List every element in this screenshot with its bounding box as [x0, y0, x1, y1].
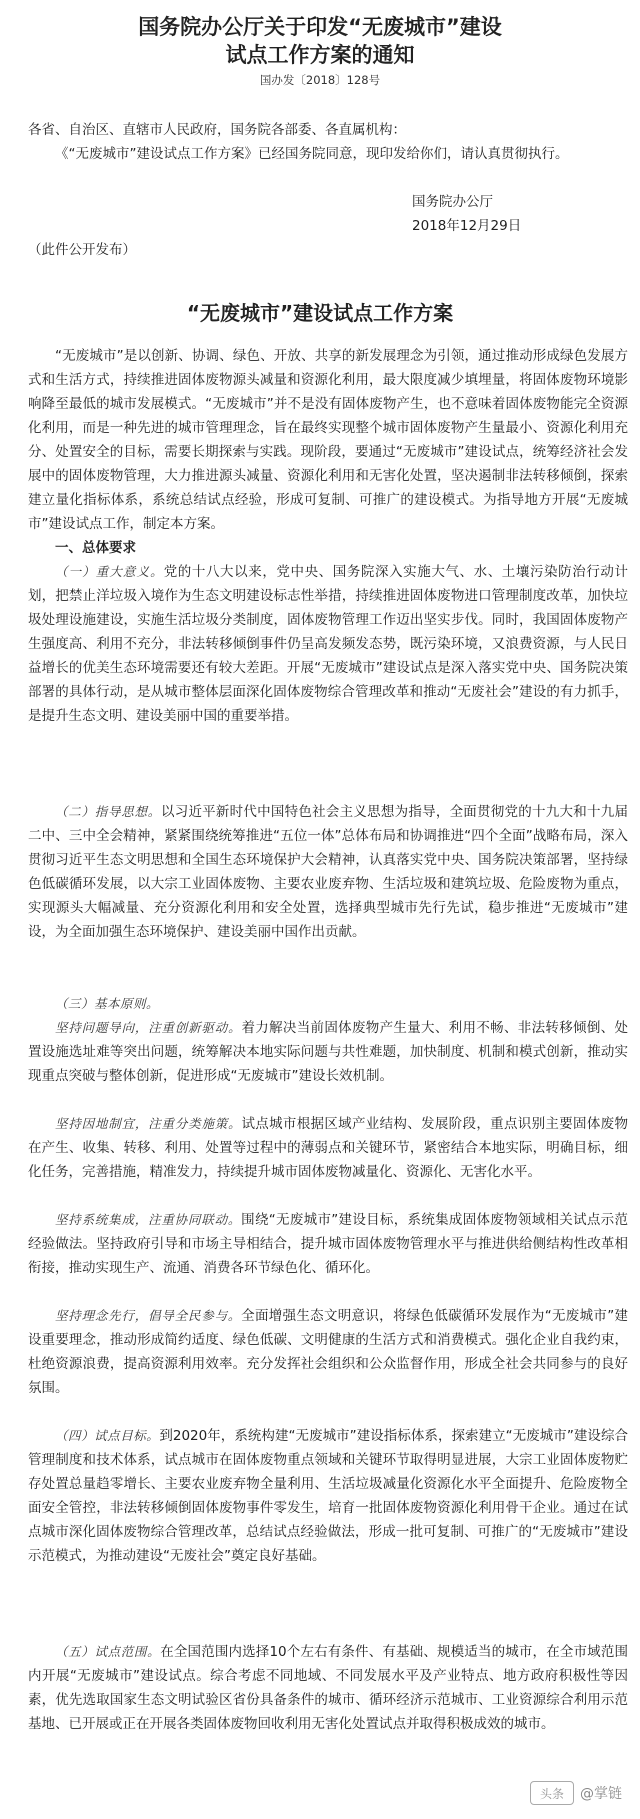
document-number: 国办发〔2018〕128号	[259, 73, 381, 87]
principle-lead: 坚持理念先行，倡导全民参与。	[55, 1308, 242, 1323]
paragraph-text: 党的十八大以来，党中央、国务院深入实施大气、水、土壤污染防治行动计划，把禁止洋垃圾入境作为生态文明建设标志性举措，持续推进固体废物进口管理制度改革，加快垃圾处理设施建设，实施生活垃圾分类制度，固体废物管理工作迈出坚实步伐。同时，我国固体废物产生强度高、利用不充分，非法转移倾倒事件仍呈高发频发态势，既污染环境，又浪费资源，与人民日益增长的优美生态环境需要还有较大差距。开展“无废城市”建设试点是深入落实党中央、国务院决策部署的具体行动，是从城市整体层面深化固体废物综合管理改革和推动“无废社会”建设的有力抓手，是提升生态文明、建设美丽中国的重要举措。	[28, 564, 628, 724]
paragraph-lead: （一）重大意义。	[55, 564, 164, 579]
principle-local-conditions	[28, 1112, 628, 1184]
paragraph-basic-principles	[28, 992, 628, 1016]
addressee: 各省、自治区、直辖市人民政府，国务院各部委、各直属机构：	[28, 122, 406, 138]
paragraph-text: 以习近平新时代中国特色社会主义思想为指导，全面贯彻党的十九大和十九届二中、三中全会精神，紧紧围绕统筹推进“五位一体”总体布局和协调推进“四个全面”战略布局，深入贯彻习近平生态文明思想和全国生态环境保护大会精神，认真落实党中央、国务院决策部署，坚持绿色低碳循环发展，以大宗工业固体废物、主要农业废弃物、生活垃圾和建筑垃圾、危险废物为重点，实现源头大幅减量、充分资源化利用和安全处置，选择典型城市先行先试，稳步推进“无废城市”建设，为全面加强生态环境保护、建设美丽中国作出贡献。	[28, 804, 628, 940]
paragraph-lead: （五）试点范围。	[55, 1644, 161, 1659]
paragraph-pilot-goals	[28, 1424, 628, 1568]
principle-lead: 坚持问题导向，注重创新驱动。	[55, 1020, 242, 1035]
principle-system-integration	[28, 1208, 628, 1280]
notice-title-line2: 试点工作方案的通知	[225, 43, 415, 67]
publish-note: （此件公开发布）	[28, 242, 136, 258]
notice-date: 2018年12月29日	[412, 218, 522, 234]
notice-body: 《“无废城市”建设试点工作方案》已经国务院同意，现印发给你们，请认真贯彻执行。	[55, 146, 569, 162]
paragraph-lead: （二）指导思想。	[55, 804, 161, 819]
paragraph-guiding-ideology	[28, 800, 628, 944]
section-heading-overall-requirements: 一、总体要求	[55, 540, 136, 556]
paragraph-pilot-scope	[28, 1640, 628, 1736]
principle-public-participation	[28, 1304, 628, 1400]
watermark-logo: 头条	[530, 1781, 574, 1805]
paragraph-lead: （四）试点目标。	[55, 1428, 160, 1443]
notice-title-line1: 国务院办公厅关于印发“无废城市”建设	[138, 15, 502, 39]
plan-intro: “无废城市”是以创新、协调、绿色、开放、共享的新发展理念为引领，通过推动形成绿色发展方式和生活方式，持续推进固体废物源头减量和资源化利用，最大限度减少填埋量，将固体废物环境影响降至最低的城市发展模式。“无废城市”并不是没有固体废物产生，也不意味着固体废物能完全资源化利用，而是一种先进的城市管理理念，旨在最终实现整个城市固体废物产生量最小、资源化利用充分、处置安全的目标，需要长期探索与实践。现阶段，要通过“无废城市”建设试点，统筹经济社会发展中的固体废物管理，大力推进源头减量、资源化利用和无害化处置，坚决遏制非法转移倾倒，探索建立量化指标体系，系统总结试点经验，形成可复制、可推广的建设模式。为指导地方开展“无废城市”建设试点工作，制定本方案。	[28, 348, 628, 532]
plan-title: “无废城市”建设试点工作方案	[186, 301, 454, 325]
principle-lead: 坚持系统集成，注重协同联动。	[55, 1212, 242, 1227]
paragraph-lead: （三）基本原则。	[55, 996, 160, 1011]
principle-text: 试点城市根据区域产业结构、发展阶段，重点识别主要固体废物在产生、收集、转移、利用、处置等过程中的薄弱点和关键环节，紧密结合本地实际，明确目标，细化任务，完善措施，精准发力，持续提升城市固体废物减量化、资源化、无害化水平。	[28, 1116, 628, 1180]
principle-problem-oriented	[28, 1016, 628, 1088]
principle-text: 全面增强生态文明意识，将绿色低碳循环发展作为“无废城市”建设重要理念，推动形成简约适度、绿色低碳、文明健康的生活方式和消费模式。强化企业自我约束，杜绝资源浪费，提高资源利用效率。充分发挥社会组织和公众监督作用，形成全社会共同参与的良好氛围。	[28, 1308, 628, 1396]
paragraph-text: 到2020年，系统构建“无废城市”建设指标体系，探索建立“无废城市”建设综合管理制度和技术体系，试点城市在固体废物重点领域和关键环节取得明显进展，大宗工业固体废物贮存处置总量趋零增长、主要农业废弃物全量利用、生活垃圾减量化资源化水平全面提升、危险废物全面安全管控，非法转移倾倒固体废物事件零发生，培育一批固体废物资源化利用骨干企业。通过在试点城市深化固体废物综合管理改革，总结试点经验做法，形成一批可复制、可推广的“无废城市”建设示范模式，为推动建设“无废社会”奠定良好基础。	[28, 1428, 628, 1564]
watermark-author: @掌链	[580, 1786, 622, 1802]
principle-text: 围绕“无废城市”建设目标，系统集成固体废物领域相关试点示范经验做法。坚持政府引导和市场主导相结合，提升城市固体废物管理水平与推进供给侧结构性改革相衔接，推动实现生产、流通、消费各环节绿色化、循环化。	[28, 1212, 628, 1276]
signer: 国务院办公厅	[412, 194, 493, 210]
paragraph-text: 在全国范围内选择10个左右有条件、有基础、规模适当的城市，在全市域范围内开展“无废城市”建设试点。综合考虑不同地域、不同发展水平及产业特点、地方政府积极性等因素，优先选取国家生态文明试验区省份具备条件的城市、循环经济示范城市、工业资源综合利用示范基地、已开展或正在开展各类固体废物回收利用无害化处置试点并取得积极成效的城市。	[28, 1644, 628, 1732]
watermark	[530, 1781, 622, 1805]
principle-text: 着力解决当前固体废物产生量大、利用不畅、非法转移倾倒、处置设施选址难等突出问题，统筹解决本地实际问题与共性难题，加快制度、机制和模式创新，推动实现重点突破与整体创新，促进形成“无废城市”建设长效机制。	[28, 1020, 628, 1084]
paragraph-significance	[28, 560, 628, 728]
principle-lead: 坚持因地制宜，注重分类施策。	[55, 1116, 242, 1131]
